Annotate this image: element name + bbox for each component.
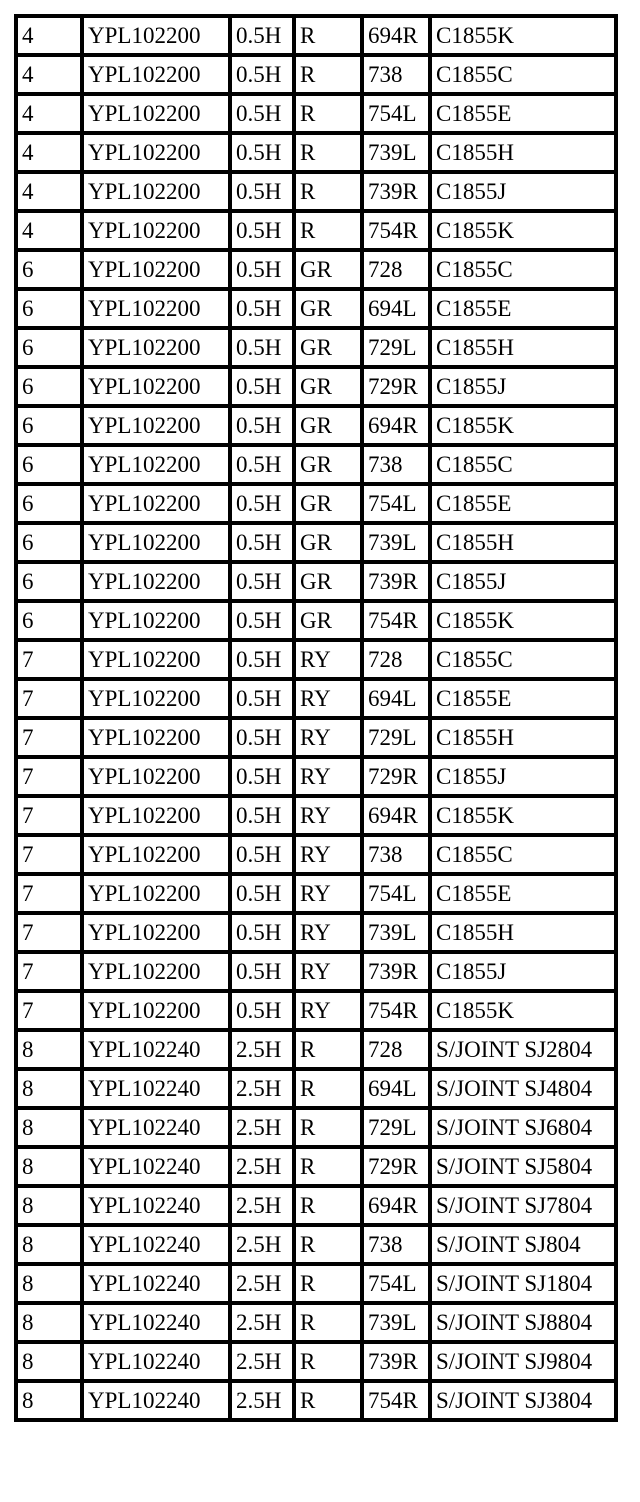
table-row [18, 720, 614, 759]
part-number-cell: YPL102240 [84, 1305, 232, 1344]
group-cell: 4 [18, 213, 84, 252]
position-code-cell: 729L [364, 720, 432, 759]
color-code-cell: GR [296, 330, 364, 369]
position-code-cell: 694R [364, 1188, 432, 1227]
position-code-cell: 739L [364, 1305, 432, 1344]
position-code-cell: 729L [364, 1110, 432, 1149]
color-code-cell: GR [296, 291, 364, 330]
group-cell: 7 [18, 642, 84, 681]
part-number-cell: YPL102200 [84, 369, 232, 408]
part-number-cell: YPL102200 [84, 252, 232, 291]
table-row [18, 915, 614, 954]
color-code-cell: GR [296, 447, 364, 486]
group-cell: 6 [18, 447, 84, 486]
component-code-cell: C1855J [432, 759, 614, 798]
table-row [18, 1110, 614, 1149]
color-code-cell: R [296, 1383, 364, 1418]
component-code-cell: C1855J [432, 369, 614, 408]
position-code-cell: 694L [364, 681, 432, 720]
table-row [18, 876, 614, 915]
table-row [18, 447, 614, 486]
size-cell: 2.5H [232, 1110, 296, 1149]
component-code-cell: C1855K [432, 798, 614, 837]
color-code-cell: R [296, 1305, 364, 1344]
position-code-cell: 694R [364, 408, 432, 447]
size-cell: 0.5H [232, 642, 296, 681]
position-code-cell: 739R [364, 564, 432, 603]
part-number-cell: YPL102200 [84, 720, 232, 759]
color-code-cell: R [296, 1032, 364, 1071]
component-code-cell: C1855H [432, 330, 614, 369]
position-code-cell: 729R [364, 369, 432, 408]
position-code-cell: 738 [364, 1227, 432, 1266]
part-number-cell: YPL102200 [84, 174, 232, 213]
size-cell: 0.5H [232, 408, 296, 447]
size-cell: 0.5H [232, 993, 296, 1032]
position-code-cell: 694R [364, 798, 432, 837]
size-cell: 0.5H [232, 213, 296, 252]
component-code-cell: C1855K [432, 603, 614, 642]
color-code-cell: GR [296, 564, 364, 603]
component-code-cell: C1855H [432, 915, 614, 954]
position-code-cell: 754L [364, 1266, 432, 1305]
group-cell: 6 [18, 369, 84, 408]
part-number-cell: YPL102200 [84, 915, 232, 954]
table-row [18, 486, 614, 525]
group-cell: 6 [18, 252, 84, 291]
table-row [18, 1227, 614, 1266]
parts-table-body [18, 18, 614, 1418]
color-code-cell: R [296, 1188, 364, 1227]
size-cell: 0.5H [232, 525, 296, 564]
part-number-cell: YPL102240 [84, 1149, 232, 1188]
group-cell: 7 [18, 954, 84, 993]
color-code-cell: RY [296, 681, 364, 720]
table-row [18, 525, 614, 564]
size-cell: 2.5H [232, 1149, 296, 1188]
component-code-cell: C1855C [432, 252, 614, 291]
table-row [18, 57, 614, 96]
table-row [18, 1383, 614, 1418]
component-code-cell: S/JOINT SJ2804 [432, 1032, 614, 1071]
group-cell: 6 [18, 564, 84, 603]
size-cell: 0.5H [232, 57, 296, 96]
size-cell: 2.5H [232, 1344, 296, 1383]
size-cell: 0.5H [232, 18, 296, 57]
part-number-cell: YPL102240 [84, 1071, 232, 1110]
position-code-cell: 729R [364, 1149, 432, 1188]
part-number-cell: YPL102240 [84, 1227, 232, 1266]
part-number-cell: YPL102200 [84, 447, 232, 486]
parts-table [14, 14, 618, 1422]
position-code-cell: 739L [364, 915, 432, 954]
part-number-cell: YPL102200 [84, 564, 232, 603]
size-cell: 0.5H [232, 915, 296, 954]
position-code-cell: 729R [364, 759, 432, 798]
part-number-cell: YPL102200 [84, 954, 232, 993]
component-code-cell: C1855K [432, 993, 614, 1032]
size-cell: 0.5H [232, 876, 296, 915]
group-cell: 8 [18, 1344, 84, 1383]
component-code-cell: S/JOINT SJ6804 [432, 1110, 614, 1149]
group-cell: 8 [18, 1149, 84, 1188]
size-cell: 2.5H [232, 1305, 296, 1344]
part-number-cell: YPL102200 [84, 525, 232, 564]
color-code-cell: R [296, 1266, 364, 1305]
group-cell: 7 [18, 798, 84, 837]
part-number-cell: YPL102240 [84, 1344, 232, 1383]
component-code-cell: C1855J [432, 954, 614, 993]
table-row [18, 213, 614, 252]
group-cell: 7 [18, 876, 84, 915]
part-number-cell: YPL102200 [84, 486, 232, 525]
table-row [18, 330, 614, 369]
color-code-cell: R [296, 1110, 364, 1149]
position-code-cell: 729L [364, 330, 432, 369]
group-cell: 4 [18, 174, 84, 213]
part-number-cell: YPL102200 [84, 837, 232, 876]
component-code-cell: C1855J [432, 174, 614, 213]
group-cell: 8 [18, 1188, 84, 1227]
color-code-cell: R [296, 1071, 364, 1110]
group-cell: 7 [18, 759, 84, 798]
component-code-cell: C1855K [432, 18, 614, 57]
position-code-cell: 739R [364, 954, 432, 993]
component-code-cell: S/JOINT SJ9804 [432, 1344, 614, 1383]
size-cell: 2.5H [232, 1266, 296, 1305]
table-row [18, 1071, 614, 1110]
component-code-cell: C1855J [432, 564, 614, 603]
component-code-cell: S/JOINT SJ3804 [436, 1388, 593, 1413]
group-cell: 4 [18, 57, 84, 96]
group-cell: 4 [18, 135, 84, 174]
size-cell: 0.5H [232, 681, 296, 720]
table-row [18, 408, 614, 447]
component-code-cell: C1855C [432, 642, 614, 681]
group-cell: 6 [18, 291, 84, 330]
component-code-cell: S/JOINT SJ5804 [432, 1149, 614, 1188]
group-cell: 7 [18, 993, 84, 1032]
group-cell: 8 [18, 1110, 84, 1149]
size-cell: 2.5H [232, 1188, 296, 1227]
table-row [18, 759, 614, 798]
component-code-cell: C1855H [432, 525, 614, 564]
position-code-cell: 739R [364, 174, 432, 213]
table-row [18, 96, 614, 135]
part-number-cell: YPL102200 [84, 57, 232, 96]
group-cell: 4 [18, 96, 84, 135]
part-number-cell: YPL102200 [84, 798, 232, 837]
group-cell: 6 [18, 486, 84, 525]
position-code-cell: 754L [364, 486, 432, 525]
part-number-cell: YPL102200 [84, 603, 232, 642]
color-code-cell: GR [296, 369, 364, 408]
component-code-cell: C1855C [432, 447, 614, 486]
part-number-cell: YPL102240 [84, 1032, 232, 1071]
part-number-cell: YPL102200 [84, 330, 232, 369]
color-code-cell: R [296, 1344, 364, 1383]
part-number-cell: YPL102200 [84, 993, 232, 1032]
part-number-cell: YPL102240 [84, 1383, 232, 1418]
part-number-cell: YPL102200 [84, 408, 232, 447]
part-number-cell: YPL102200 [84, 96, 232, 135]
part-number-cell: YPL102200 [84, 213, 232, 252]
position-code-cell: 694L [364, 291, 432, 330]
component-code-cell: C1855E [432, 486, 614, 525]
size-cell: 2.5H [232, 1227, 296, 1266]
part-number-cell: YPL102240 [84, 1266, 232, 1305]
group-cell: 8 [18, 1305, 84, 1344]
component-code-cell: C1855K [432, 213, 614, 252]
group-cell: 8 [18, 1383, 84, 1418]
part-number-cell: YPL102240 [84, 1188, 232, 1227]
position-code-cell: 694R [364, 18, 432, 57]
part-number-cell: YPL102200 [84, 135, 232, 174]
component-code-cell: S/JOINT SJ7804 [432, 1188, 614, 1227]
document-page [14, 14, 610, 1422]
table-row [18, 642, 614, 681]
position-code-cell: 754R [364, 993, 432, 1032]
position-code-cell: 754R [364, 213, 432, 252]
size-cell: 0.5H [232, 798, 296, 837]
table-row [18, 135, 614, 174]
component-code-cell: C1855H [432, 720, 614, 759]
size-cell: 0.5H [232, 330, 296, 369]
table-row [18, 837, 614, 876]
size-cell: 0.5H [232, 564, 296, 603]
component-code-cell: C1855E [432, 291, 614, 330]
group-cell: 7 [18, 681, 84, 720]
position-code-cell: 754R [364, 603, 432, 642]
size-cell: 0.5H [232, 486, 296, 525]
position-code-cell: 739R [364, 1344, 432, 1383]
position-code-cell: 739L [364, 525, 432, 564]
color-code-cell: GR [296, 603, 364, 642]
color-code-cell: R [296, 18, 364, 57]
color-code-cell: R [296, 1227, 364, 1266]
size-cell: 0.5H [232, 174, 296, 213]
color-code-cell: RY [296, 720, 364, 759]
table-row [18, 369, 614, 408]
color-code-cell: GR [296, 525, 364, 564]
table-row [18, 18, 614, 57]
color-code-cell: RY [296, 954, 364, 993]
group-cell: 4 [18, 18, 84, 57]
component-code-cell: C1855E [432, 876, 614, 915]
position-code-cell: 738 [364, 447, 432, 486]
table-row [18, 993, 614, 1032]
color-code-cell: RY [296, 876, 364, 915]
position-code-cell: 728 [364, 252, 432, 291]
table-row [18, 252, 614, 291]
group-cell: 6 [18, 408, 84, 447]
group-cell: 8 [18, 1266, 84, 1305]
size-cell: 0.5H [232, 720, 296, 759]
position-code-cell: 754R [364, 1383, 432, 1418]
table-row [18, 1188, 614, 1227]
position-code-cell: 728 [364, 1032, 432, 1071]
color-code-cell: RY [296, 642, 364, 681]
color-code-cell: GR [296, 252, 364, 291]
group-cell: 8 [18, 1032, 84, 1071]
group-cell: 6 [18, 525, 84, 564]
size-cell: 0.5H [232, 954, 296, 993]
part-number-cell: YPL102200 [84, 291, 232, 330]
group-cell: 7 [18, 837, 84, 876]
color-code-cell: RY [296, 915, 364, 954]
component-code-cell: C1855E [432, 681, 614, 720]
part-number-cell: YPL102200 [84, 681, 232, 720]
component-code-cell: S/JOINT SJ1804 [432, 1266, 614, 1305]
part-number-cell: YPL102200 [84, 759, 232, 798]
table-row [18, 603, 614, 642]
table-row [18, 174, 614, 213]
size-cell: 0.5H [232, 252, 296, 291]
color-code-cell: RY [296, 837, 364, 876]
table-row [18, 1266, 614, 1305]
component-code-cell: C1855C [432, 57, 614, 96]
size-cell: 0.5H [232, 837, 296, 876]
color-code-cell: RY [296, 993, 364, 1032]
size-cell: 2.5H [232, 1071, 296, 1110]
table-row [18, 291, 614, 330]
size-cell: 0.5H [232, 759, 296, 798]
group-cell: 7 [18, 915, 84, 954]
table-row [18, 954, 614, 993]
color-code-cell: GR [296, 408, 364, 447]
component-code-cell: C1855C [432, 837, 614, 876]
size-cell: 2.5H [232, 1032, 296, 1071]
color-code-cell: R [296, 213, 364, 252]
color-code-cell: RY [296, 798, 364, 837]
table-row [18, 681, 614, 720]
part-number-cell: YPL102200 [84, 642, 232, 681]
color-code-cell: R [296, 1149, 364, 1188]
group-cell: 6 [18, 330, 84, 369]
part-number-cell: YPL102200 [84, 876, 232, 915]
group-cell: 8 [18, 1227, 84, 1266]
table-row [18, 1344, 614, 1383]
part-number-cell: YPL102200 [84, 18, 232, 57]
position-code-cell: 739L [364, 135, 432, 174]
size-cell: 0.5H [232, 369, 296, 408]
position-code-cell: 738 [364, 57, 432, 96]
size-cell: 0.5H [232, 603, 296, 642]
group-cell: 7 [18, 720, 84, 759]
component-code-cell: S/JOINT SJ8804 [432, 1305, 614, 1344]
part-number-cell: YPL102240 [84, 1110, 232, 1149]
position-code-cell: 754L [364, 96, 432, 135]
component-code-cell: S/JOINT SJ4804 [432, 1071, 614, 1110]
color-code-cell: R [296, 96, 364, 135]
color-code-cell: R [296, 135, 364, 174]
group-cell: 8 [18, 1071, 84, 1110]
color-code-cell: R [296, 57, 364, 96]
position-code-cell: 754L [364, 876, 432, 915]
table-row [18, 1032, 614, 1071]
position-code-cell: 694L [364, 1071, 432, 1110]
table-row [18, 1149, 614, 1188]
component-code-cell: C1855E [432, 96, 614, 135]
position-code-cell: 738 [364, 837, 432, 876]
size-cell: 0.5H [232, 135, 296, 174]
size-cell: 0.5H [232, 291, 296, 330]
color-code-cell: RY [296, 759, 364, 798]
table-row [18, 564, 614, 603]
component-code-cell: S/JOINT SJ804 [432, 1227, 614, 1266]
size-cell: 0.5H [232, 96, 296, 135]
color-code-cell: R [296, 174, 364, 213]
size-cell: 2.5H [232, 1383, 296, 1418]
position-code-cell: 728 [364, 642, 432, 681]
table-row [18, 1305, 614, 1344]
color-code-cell: GR [296, 486, 364, 525]
table-row [18, 798, 614, 837]
size-cell: 0.5H [232, 447, 296, 486]
component-code-cell: C1855H [432, 135, 614, 174]
component-code-cell: C1855K [432, 408, 614, 447]
group-cell: 6 [18, 603, 84, 642]
